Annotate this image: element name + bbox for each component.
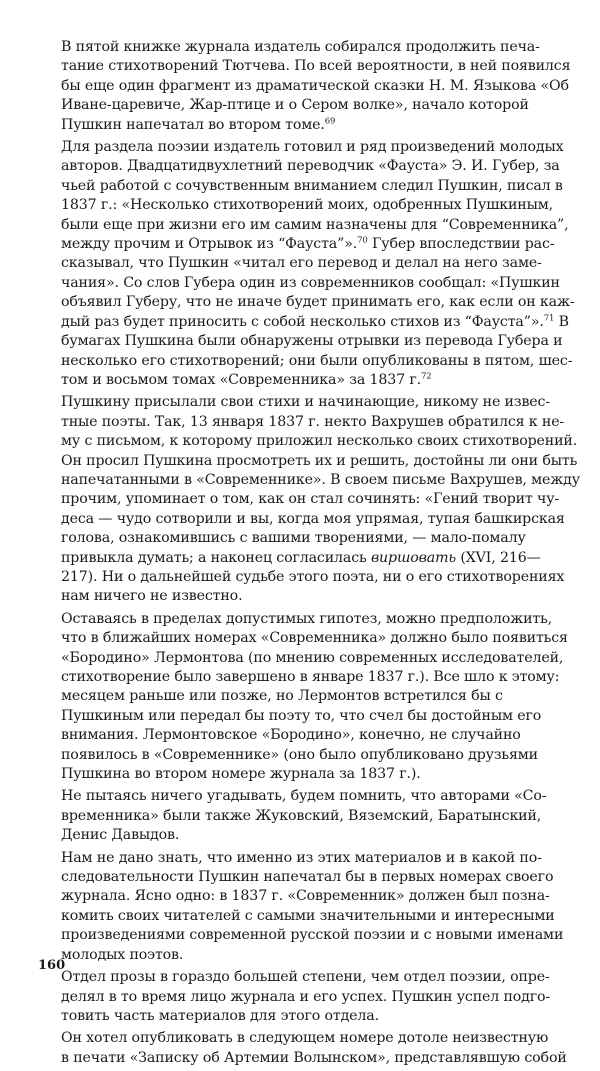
text-line: 1837 г.: «Несколько стихотворений моих, одобренных Пушкиным, bbox=[61, 197, 553, 214]
paragraph-sequence bbox=[38, 849, 568, 965]
text-line: чания». Со слов Губера один из современников сообщал: «Пушкин bbox=[61, 274, 560, 291]
text-line bbox=[38, 116, 568, 135]
text-line: Отдел прозы в гораздо большей степени, чем отдел поэзии, опре- bbox=[61, 969, 550, 986]
text-line: следовательности Пушкин напечатал бы в первых номерах своего bbox=[61, 869, 554, 886]
paragraph-authors bbox=[38, 787, 568, 845]
text-line: что в ближайших номерах «Современника» должно было появиться bbox=[61, 630, 568, 647]
text-line bbox=[38, 371, 568, 390]
text-line: «Бородино» Лермонтова (по мнению современных исследователей, bbox=[61, 649, 564, 666]
text-line: Он просил Пушкина просмотреть их и решить, достойны ли они быть bbox=[61, 452, 578, 469]
text-line: товить часть материалов для этого отдела. bbox=[61, 1007, 379, 1024]
text-line: бы еще один фрагмент из драматической сказки Н. М. Языкова «Об bbox=[61, 77, 569, 94]
text-line: нам ничего не известно. bbox=[61, 588, 243, 605]
text-segment: привыкла думать; а наконец согласилась bbox=[61, 549, 367, 566]
text-line: Иване-царевиче, Жар-птице и о Сером волке», начало которой bbox=[61, 97, 529, 114]
text-line: месяцем раньше или позже, но Лермонтов встретился бы с bbox=[61, 688, 503, 705]
text-segment: (XVI, 216— bbox=[460, 549, 541, 566]
text-line: внимания. Лермонтовское «Бородино», конечно, не случайно bbox=[61, 727, 521, 744]
text-line: временника» были также Жуковский, Вяземский, Баратынский, bbox=[61, 807, 542, 824]
text-line: появилось в «Современнике» (оно было опубликовано друзьями bbox=[61, 746, 538, 763]
text-line: Для раздела поэзии издатель готовил и ряд произведений молодых bbox=[61, 139, 564, 156]
text-line bbox=[38, 313, 568, 332]
text-segment: В bbox=[558, 313, 569, 330]
text-line: прочим, упоминает о том, как он стал сочинять: «Гений творит чу- bbox=[61, 491, 560, 508]
text-line: Пушкина во втором номере журнала за 1837 г.). bbox=[61, 766, 421, 783]
text-line: Денис Давыдов. bbox=[61, 827, 180, 844]
text-line: деса — чудо сотворили и вы, когда моя упрямая, тупая башкирская bbox=[61, 510, 565, 527]
text-line: В пятой книжке журнала издатель собирался продолжить печа- bbox=[61, 39, 540, 55]
text-segment: между прочим и Отрывок из “Фауста”». bbox=[61, 236, 358, 253]
text-line: му с письмом, к которому приложил несколько своих стихотворений. bbox=[61, 433, 578, 450]
text-line: Не пытаясь ничего угадывать, будем помнить, что авторами «Со- bbox=[61, 788, 547, 805]
paragraph-prose-section bbox=[38, 968, 568, 1026]
text-line: сказывал, что Пушкин «читал его перевод и делал на него заме- bbox=[61, 255, 542, 272]
text-line: 217). Ни о дальнейшей судьбе этого поэта, ни о его стихотворениях bbox=[61, 568, 565, 585]
page-number: 160 bbox=[38, 958, 66, 973]
text-line: Пушкиным или передал бы поэту то, что счел бы достойным его bbox=[61, 707, 542, 724]
text-line: бумагах Пушкина были обнаружены отрывки из перевода Губера и bbox=[61, 333, 563, 350]
text-line: голова, ознакомившись с вашими творениями, — мало-помалу bbox=[61, 530, 526, 547]
italic-word: виршовать bbox=[370, 549, 456, 566]
text-segment: дый раз будет приносить с собой несколько стихов из “Фауста”». bbox=[61, 313, 544, 330]
text-line: объявил Губеру, что не иначе будет принимать его, как если он каж- bbox=[61, 294, 575, 311]
text-segment: том и восьмом томах «Современника» за 1837 г. bbox=[61, 371, 421, 388]
page-body bbox=[38, 38, 580, 1071]
text-line: тание стихотворений Тютчева. По всей вероятности, в ней появился bbox=[61, 58, 571, 75]
footnote-ref: 71 bbox=[543, 312, 555, 323]
text-line: молодых поэтов. bbox=[61, 946, 184, 963]
footnote-ref: 72 bbox=[421, 371, 432, 382]
footnote-ref: 69 bbox=[324, 115, 336, 126]
text-line: тные поэты. Так, 13 января 1837 г. некто Вахрушев обратился к не- bbox=[61, 413, 565, 430]
paragraph-vakhrushev bbox=[38, 393, 580, 606]
text-line: стихотворение было завершено в январе 1837 г.). Все шло к этому: bbox=[61, 669, 560, 685]
paragraph-tyutchev-yazykov bbox=[38, 38, 571, 135]
text-line: напечатанными в «Современнике». В своем письме Вахрушев, между bbox=[61, 471, 580, 488]
paragraph-volynsky bbox=[38, 1029, 568, 1068]
text-line: несколько его стихотворений; они были опубликованы в пятом, шес- bbox=[61, 352, 573, 369]
text-line bbox=[38, 549, 568, 568]
paragraph-guber bbox=[38, 138, 575, 390]
text-line: Нам не дано знать, что именно из этих материалов и в какой по- bbox=[61, 849, 542, 866]
text-line: Пушкину присылали свои стихи и начинающие, никому не извес- bbox=[61, 394, 550, 411]
text-line: в печати «Записку об Артемии Волынском», представлявшую собой bbox=[61, 1049, 567, 1066]
text-line: чьей работой с сочувственным вниманием следил Пушкин, писал в bbox=[61, 177, 563, 194]
footnote-ref: 70 bbox=[357, 235, 368, 246]
text-segment: Губер впоследствии рас- bbox=[372, 236, 555, 253]
text-line: Он хотел опубликовать в следующем номере дотоле неизвестную bbox=[61, 1030, 549, 1047]
text-line: журнала. Ясно одно: в 1837 г. «Современник» должен был позна- bbox=[61, 888, 550, 905]
text-line: Оставаясь в пределах допустимых гипотез, можно предположить, bbox=[61, 610, 553, 627]
text-line: были еще при жизни его им самим назначены для “Современника”, bbox=[61, 216, 569, 233]
paragraph-borodino bbox=[38, 610, 568, 785]
text-line: произведениями современной русской поэзии и с новыми именами bbox=[61, 927, 564, 944]
text-line: делял в то время лицо журнала и его успех. Пушкин успел подго- bbox=[61, 988, 551, 1005]
text-line: авторов. Двадцатидвухлетний переводчик «Фауста» Э. И. Губер, за bbox=[61, 158, 560, 175]
text-line: комить своих читателей с самыми значительными и интересными bbox=[61, 907, 555, 924]
text-line bbox=[38, 235, 568, 254]
text-segment: Пушкин напечатал во втором томе. bbox=[61, 116, 325, 133]
